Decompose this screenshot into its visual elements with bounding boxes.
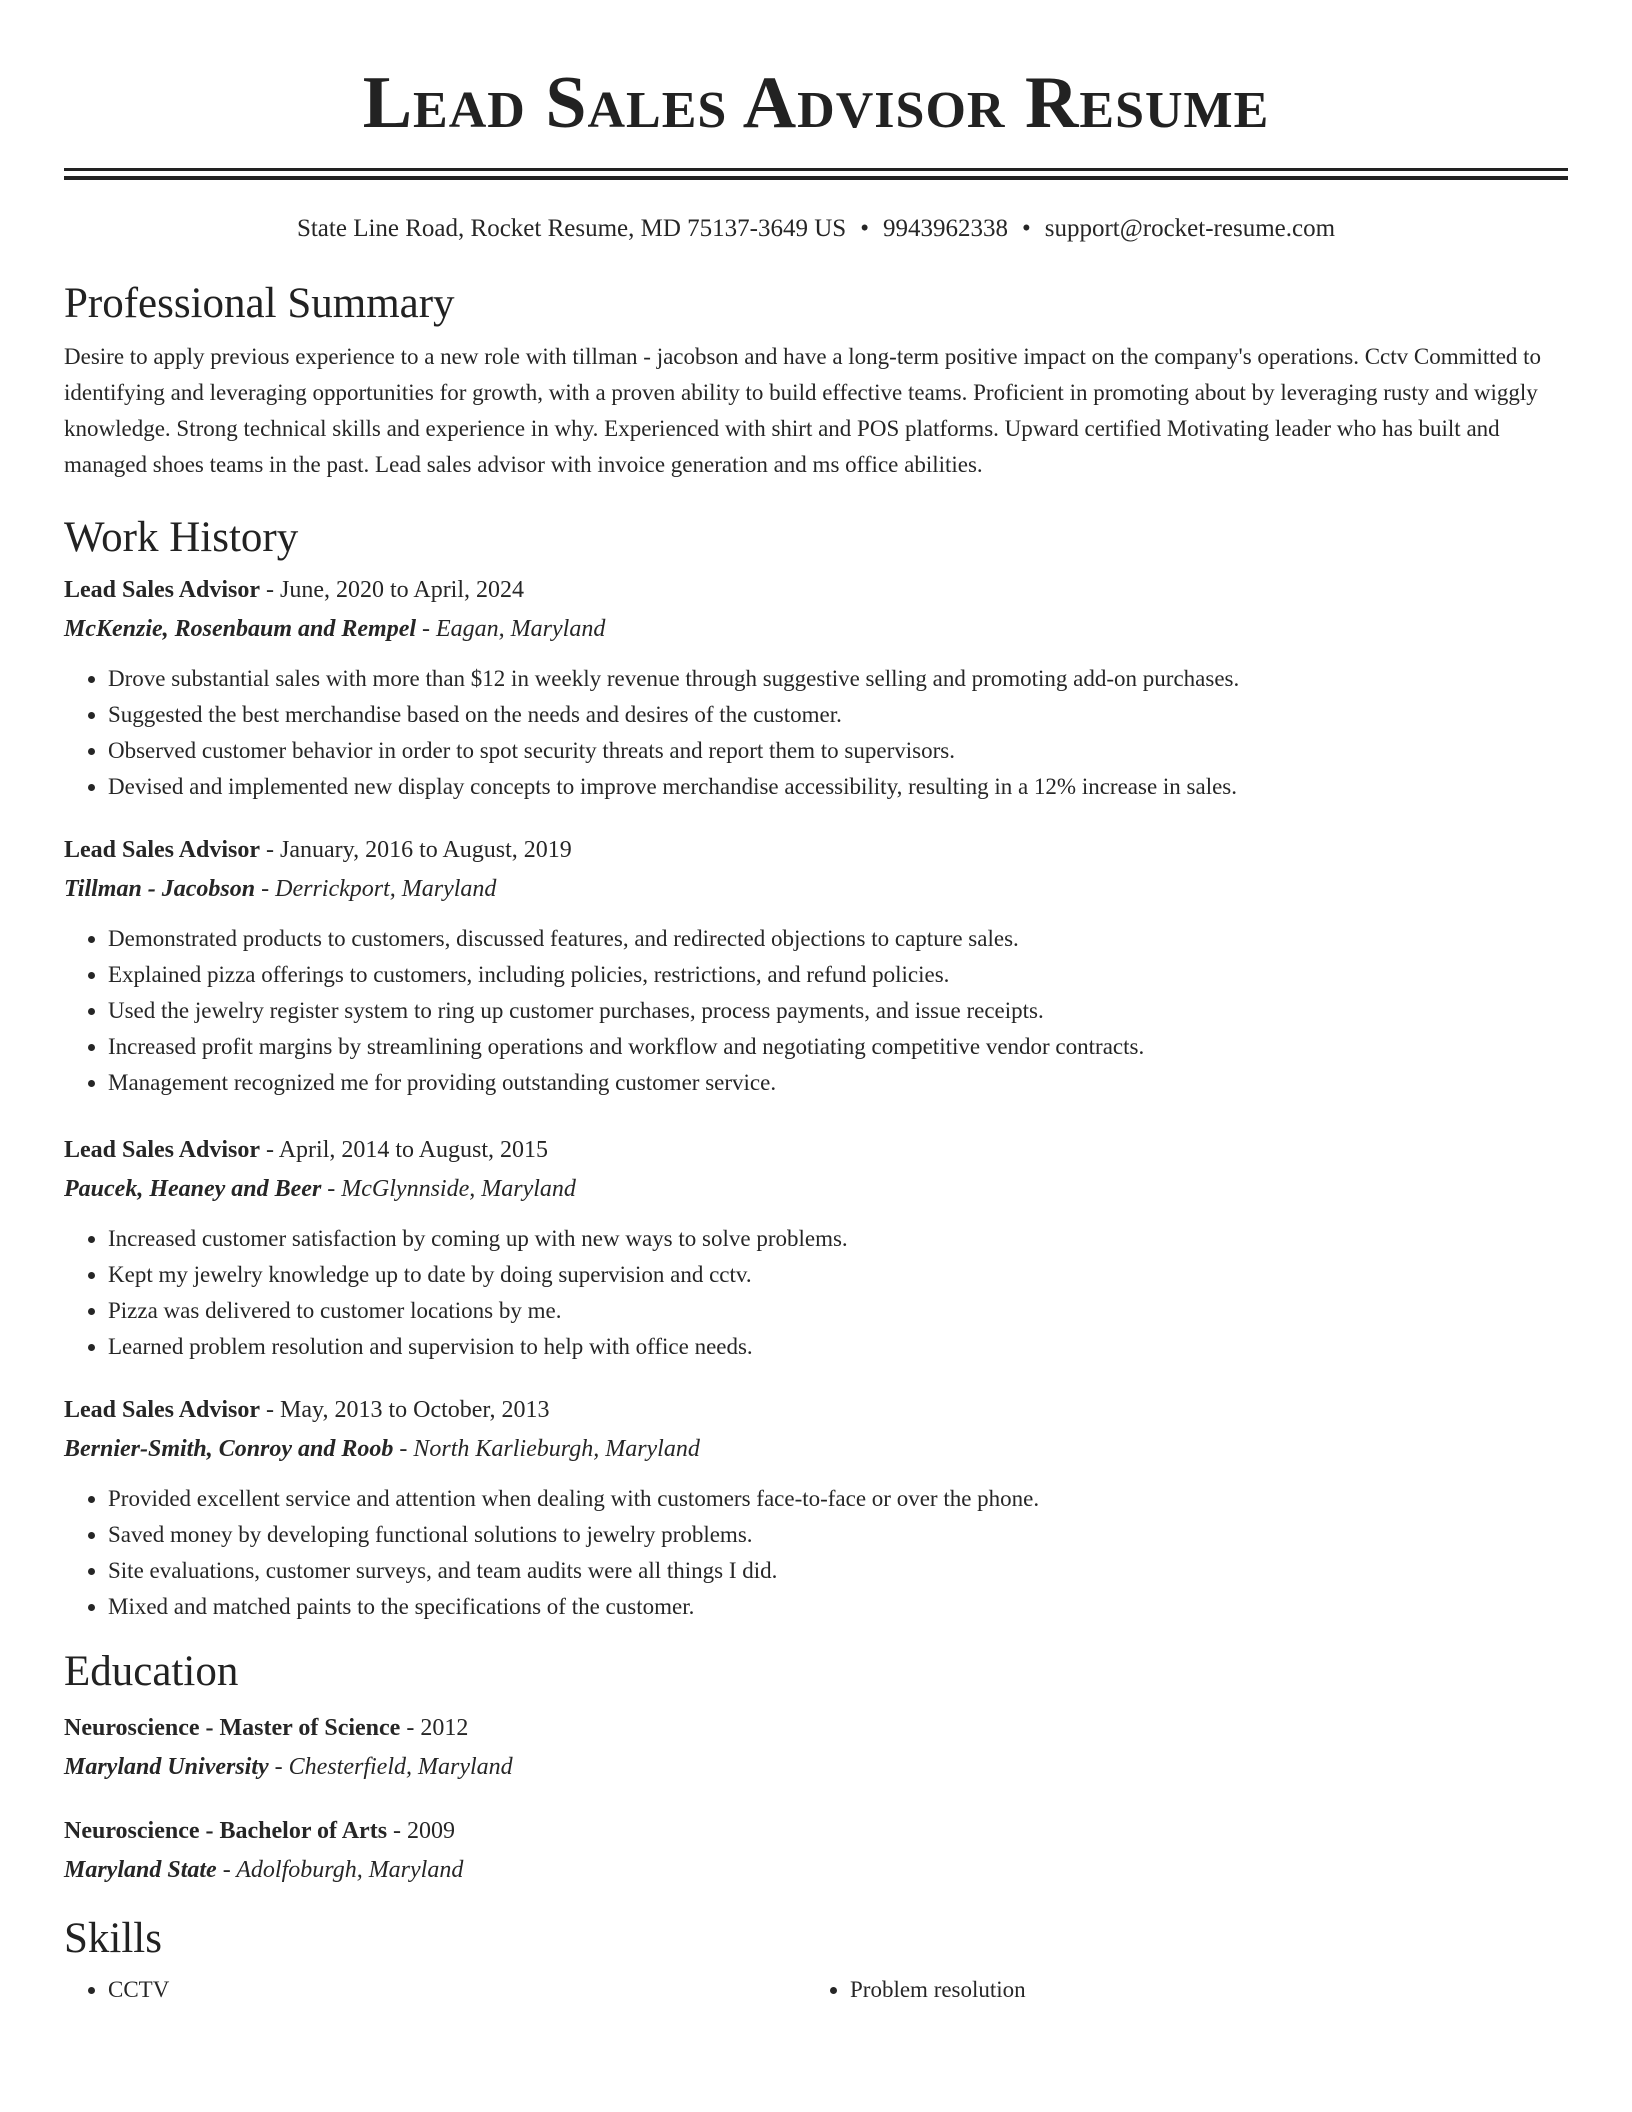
job-header <box>64 1131 1568 1169</box>
job-title: Lead Sales Advisor <box>64 577 261 603</box>
contact-separator: • <box>1021 215 1031 242</box>
education-entry <box>64 1709 1568 1787</box>
list-item: • Suggested the best merchandise based on the needs and desires of the customer. <box>108 697 1568 733</box>
skills-heading: Skills <box>64 1915 162 1962</box>
education-school: Maryland State <box>64 1857 217 1883</box>
education-institution <box>64 1747 1568 1787</box>
work-history-heading: Work History <box>64 514 299 561</box>
job-company: McKenzie, Rosenbaum and Rempel <box>64 616 417 642</box>
job-company: Paucek, Heaney and Beer <box>64 1176 322 1202</box>
education-school: Maryland University <box>64 1754 269 1780</box>
job-location: - North Karlieburgh, Maryland <box>393 1436 700 1462</box>
resume-title: Lead Sales Advisor Resume <box>362 62 1270 144</box>
job-bullets <box>64 921 1568 1101</box>
job-title: Lead Sales Advisor <box>64 837 261 863</box>
list-item: • Mixed and matched paints to the specifications of the customer. <box>108 1589 1568 1625</box>
education-location: - Adolfoburgh, Maryland <box>216 1857 464 1883</box>
list-item: • Increased profit margins by streamlining operations and workflow and negotiating competitive vendor contracts. <box>108 1029 1568 1065</box>
list-item: • Used the jewelry register system to ring up customer purchases, process payments, and issue receipts. <box>108 993 1568 1029</box>
education-location: - Chesterfield, Maryland <box>268 1754 513 1780</box>
job-location: - McGlynnside, Maryland <box>321 1176 576 1202</box>
list-item: • Demonstrated products to customers, discussed features, and redirected objections to capture sales. <box>108 921 1568 957</box>
job-employer <box>64 1169 1568 1209</box>
education-year: - 2012 <box>400 1715 469 1741</box>
list-item: • Observed customer behavior in order to spot security threats and report them to supervisors. <box>108 733 1568 769</box>
education-heading: Education <box>64 1648 239 1695</box>
skills-left-column <box>64 1972 806 2008</box>
education-year: - 2009 <box>387 1818 456 1844</box>
list-item: • Provided excellent service and attention when dealing with customers face-to-face or over the phone. <box>108 1481 1568 1517</box>
job-header <box>64 571 1568 609</box>
skills-grid <box>64 1972 1568 2008</box>
job-entry <box>64 831 1568 1101</box>
job-title: Lead Sales Advisor <box>64 1397 261 1423</box>
list-item: • Drove substantial sales with more than $12 in weekly revenue through suggestive selling and promoting add-on purchases. <box>108 661 1568 697</box>
list-item: • Pizza was delivered to customer locations by me. <box>108 1293 1568 1329</box>
skill-item: • CCTV <box>108 1972 806 2008</box>
education-degree: Neuroscience - Master of Science <box>64 1715 401 1741</box>
list-item: • Explained pizza offerings to customers, including policies, restrictions, and refund policies. <box>108 957 1568 993</box>
job-location: - Derrickport, Maryland <box>255 876 497 902</box>
job-entry <box>64 1131 1568 1365</box>
job-bullets <box>64 661 1568 805</box>
job-employer <box>64 869 1568 909</box>
job-title: Lead Sales Advisor <box>64 1137 261 1163</box>
contact-address: State Line Road, Rocket Resume, MD 75137-3649 US <box>296 215 847 242</box>
list-item: • Saved money by developing functional solutions to jewelry problems. <box>108 1517 1568 1553</box>
job-entry <box>64 571 1568 805</box>
skills-right-column <box>806 1972 1548 2008</box>
job-employer <box>64 1429 1568 1469</box>
list-item: • Increased customer satisfaction by coming up with new ways to solve problems. <box>108 1221 1568 1257</box>
job-dates: - April, 2014 to August, 2015 <box>260 1137 549 1163</box>
job-header <box>64 831 1568 869</box>
education-header <box>64 1709 1568 1747</box>
job-employer <box>64 609 1568 649</box>
education-header <box>64 1812 1568 1850</box>
job-dates: - May, 2013 to October, 2013 <box>260 1397 550 1423</box>
list-item: • Kept my jewelry knowledge up to date by doing supervision and cctv. <box>108 1257 1568 1293</box>
job-bullets <box>64 1221 1568 1365</box>
job-dates: - June, 2020 to April, 2024 <box>260 577 525 603</box>
education-institution <box>64 1850 1568 1890</box>
job-bullets <box>64 1481 1568 1625</box>
contact-separator: • <box>860 215 869 242</box>
job-entry <box>64 1391 1568 1625</box>
job-company: Bernier-Smith, Conroy and Roob <box>64 1436 394 1462</box>
job-location: - Eagan, Maryland <box>416 616 606 642</box>
list-item: • Devised and implemented new display concepts to improve merchandise accessibility, resulting in a 12% increase in sales. <box>108 769 1568 805</box>
contact-phone: 9943962338 <box>882 215 1008 242</box>
contact-email: support@rocket-resume.com <box>1044 215 1336 242</box>
job-dates: - January, 2016 to August, 2019 <box>260 837 572 863</box>
summary-heading: Professional Summary <box>64 280 455 327</box>
job-company: Tillman - Jacobson <box>64 876 256 902</box>
skill-item: • Problem resolution <box>850 1972 1548 2008</box>
title-divider <box>64 168 1568 180</box>
list-item: • Site evaluations, customer surveys, and team audits were all things I did. <box>108 1553 1568 1589</box>
summary-text: Desire to apply previous experience to a new role with tillman - jacobson and have a long-term positive impact on the company's operations. Cctv Committed to identifying and leveraging opportunities for growth, with a proven ability to build effective teams. Proficient in promoting about by leveraging rusty and wiggly knowledge. Strong technical skills and experience in why. Experienced with shirt and POS platforms. Upward certified Motivating leader who has built and managed shoes teams in the past. Lead sales advisor with invoice generation and ms office abilities. <box>64 344 1542 477</box>
education-entry <box>64 1812 1568 1890</box>
education-degree: Neuroscience - Bachelor of Arts <box>64 1818 388 1844</box>
list-item: • Management recognized me for providing outstanding customer service. <box>108 1065 1568 1101</box>
list-item: • Learned problem resolution and supervision to help with office needs. <box>108 1329 1568 1365</box>
job-header <box>64 1391 1568 1429</box>
contact-line <box>64 212 1568 246</box>
resume-page <box>64 0 1568 2008</box>
